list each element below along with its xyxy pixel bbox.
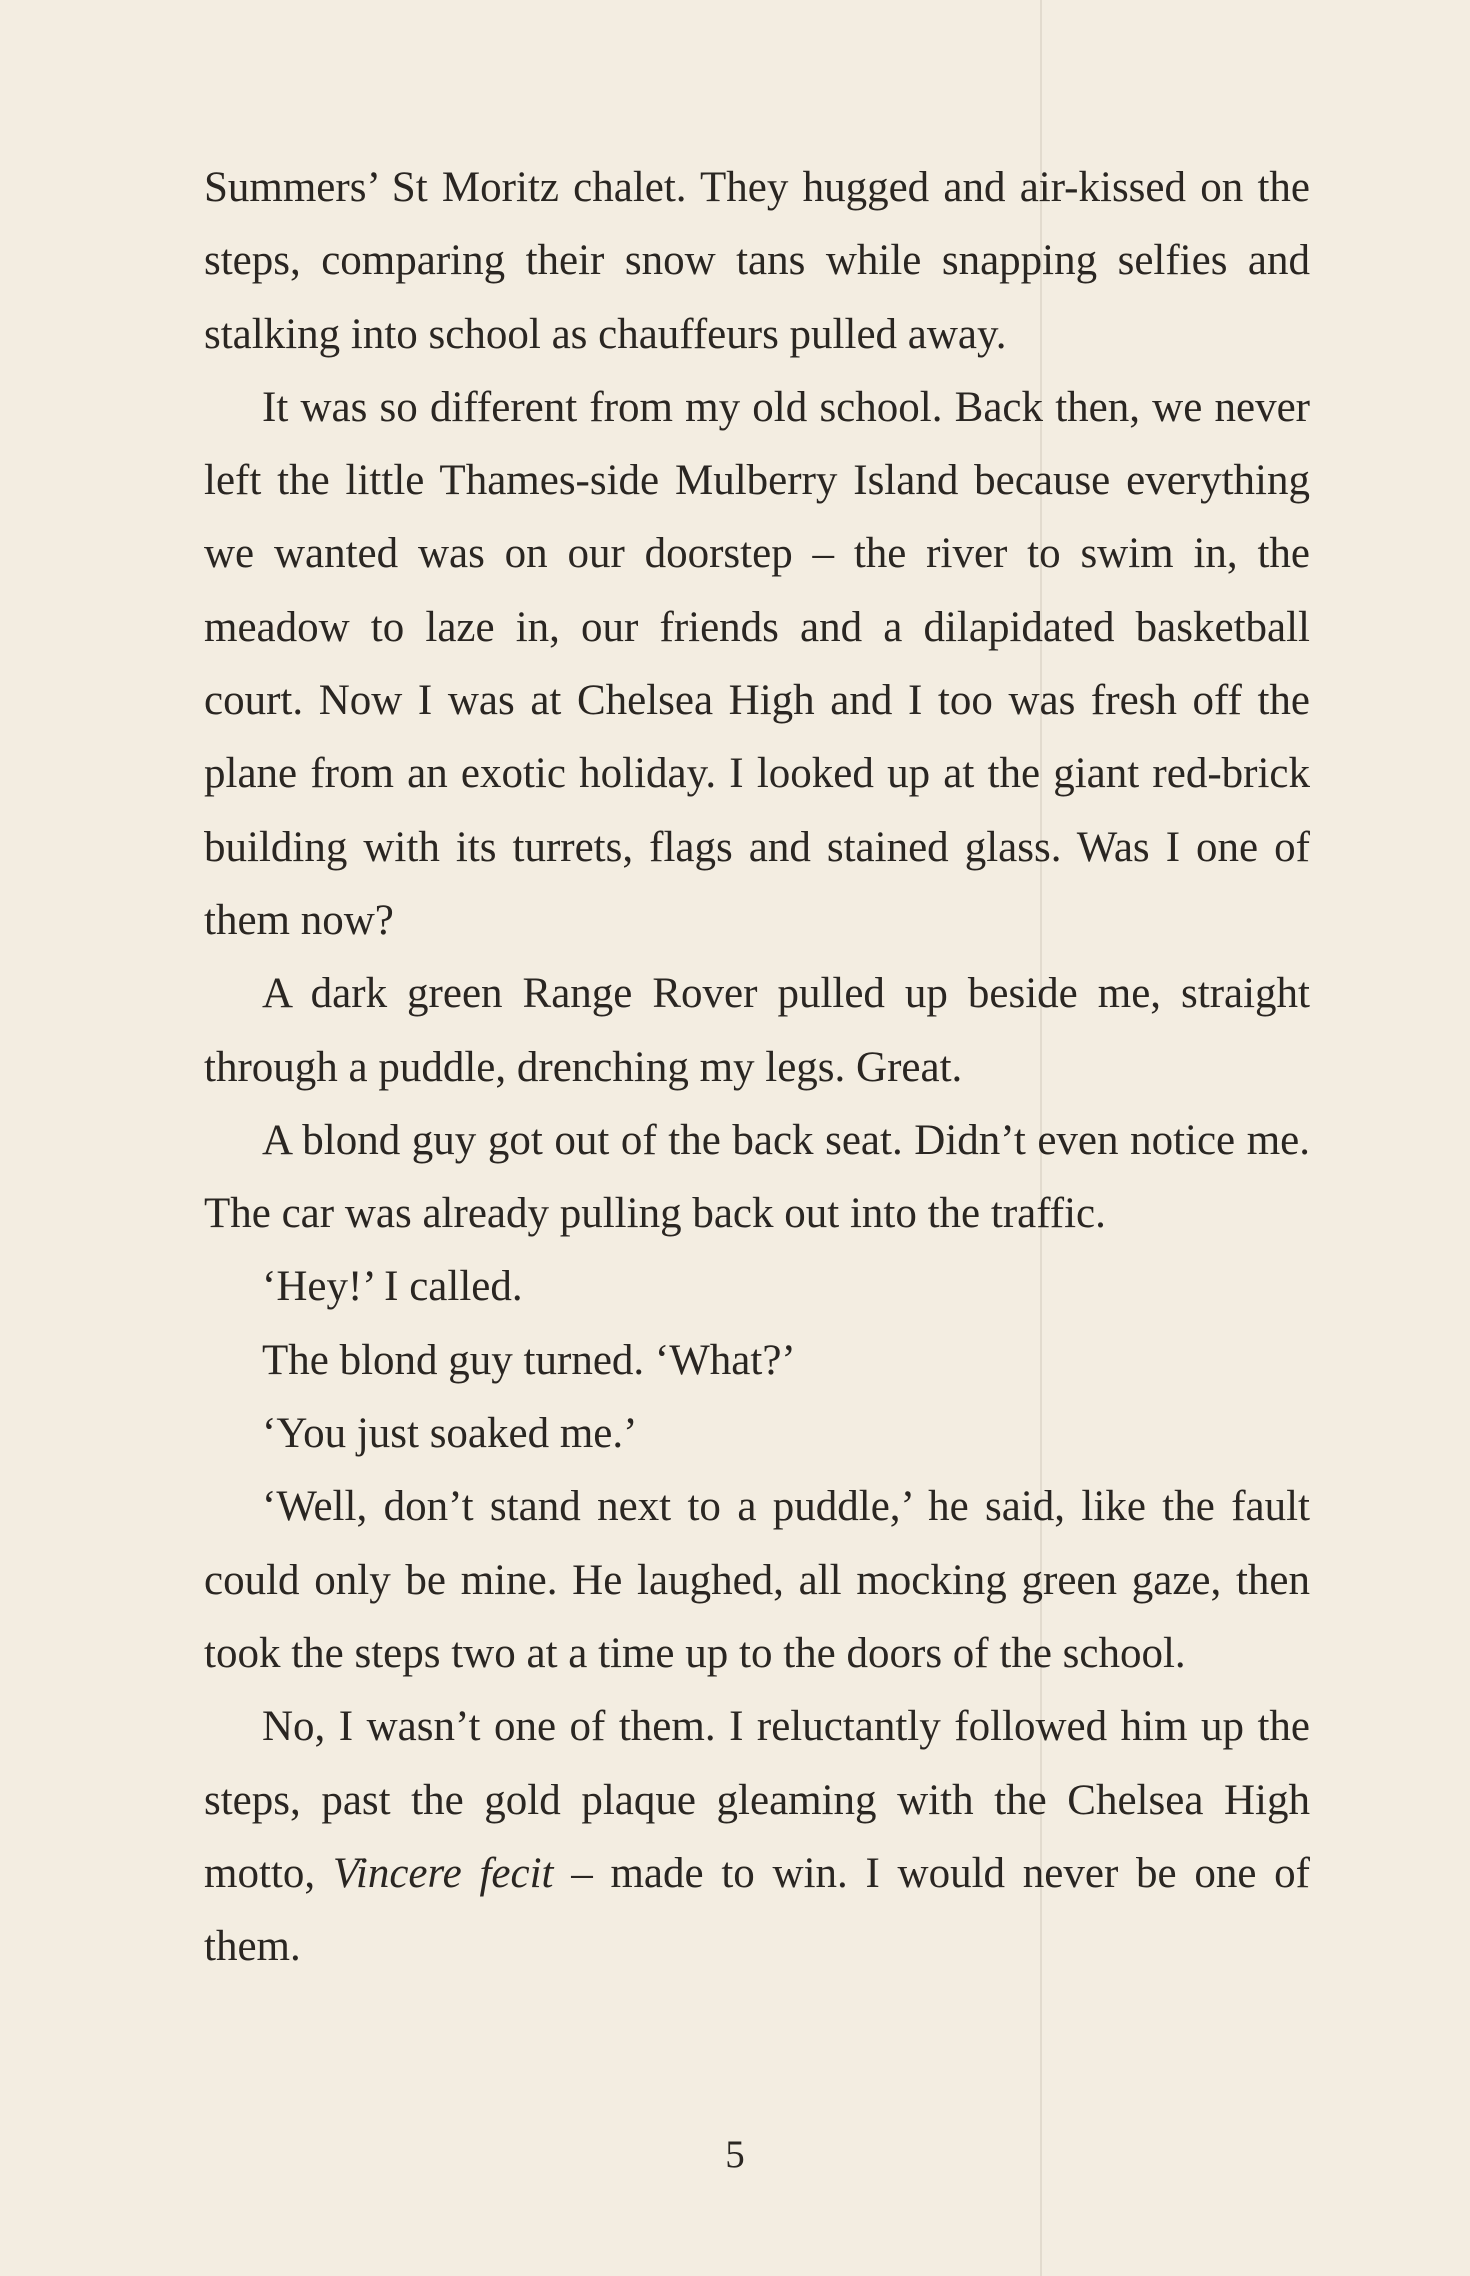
paragraph: Summers’ St Moritz chalet. They hugged and air-kissed on the steps, comparing their snow tans while snapping selfies and stalking into school as chauffeurs pulled away. xyxy=(204,164,1310,358)
paragraph: The blond guy turned. ‘What?’ xyxy=(262,1336,796,1384)
page-number: 5 xyxy=(725,2133,745,2176)
body-text xyxy=(204,151,1310,1983)
paragraph-text: – made to win. I would never be one of them. xyxy=(204,1849,1310,1971)
paragraph: A dark green Range Rover pulled up beside me, straight through a puddle, drenching my legs. Great. xyxy=(204,970,1310,1091)
paragraph: A blond guy got out of the back seat. Didn’t even notice me. The car was already pulling back out into the traffic. xyxy=(204,1116,1310,1238)
motto-italic: Vincere fecit xyxy=(332,1849,554,1897)
paragraph: ‘You just soaked me.’ xyxy=(262,1410,638,1458)
paragraph-text: No, I wasn’t one of them. I reluctantly followed him up the steps, past the gold plaque gleaming with the Chelsea High motto, xyxy=(204,1703,1310,1897)
paragraph: It was so different from my old school. Back then, we never left the little Thames-side Mulberry Island because everything we wanted was on our doorstep – the river to swim in, the meadow to laze in, our friends and a dilapidated basketball court. Now I was at Chelsea High and I too was fresh off the plane from an exotic holiday. I looked up at the giant red-brick building with its turrets, flags and stained glass. Was I one of them now? xyxy=(204,383,1310,944)
paragraph: ‘Hey!’ I called. xyxy=(262,1263,523,1311)
paragraph-last xyxy=(204,1690,1310,1983)
paragraph: ‘Well, don’t stand next to a puddle,’ he said, like the fault could only be mine. He laughed, all mocking green gaze, then took the steps two at a time up to the doors of the school. xyxy=(204,1483,1310,1677)
